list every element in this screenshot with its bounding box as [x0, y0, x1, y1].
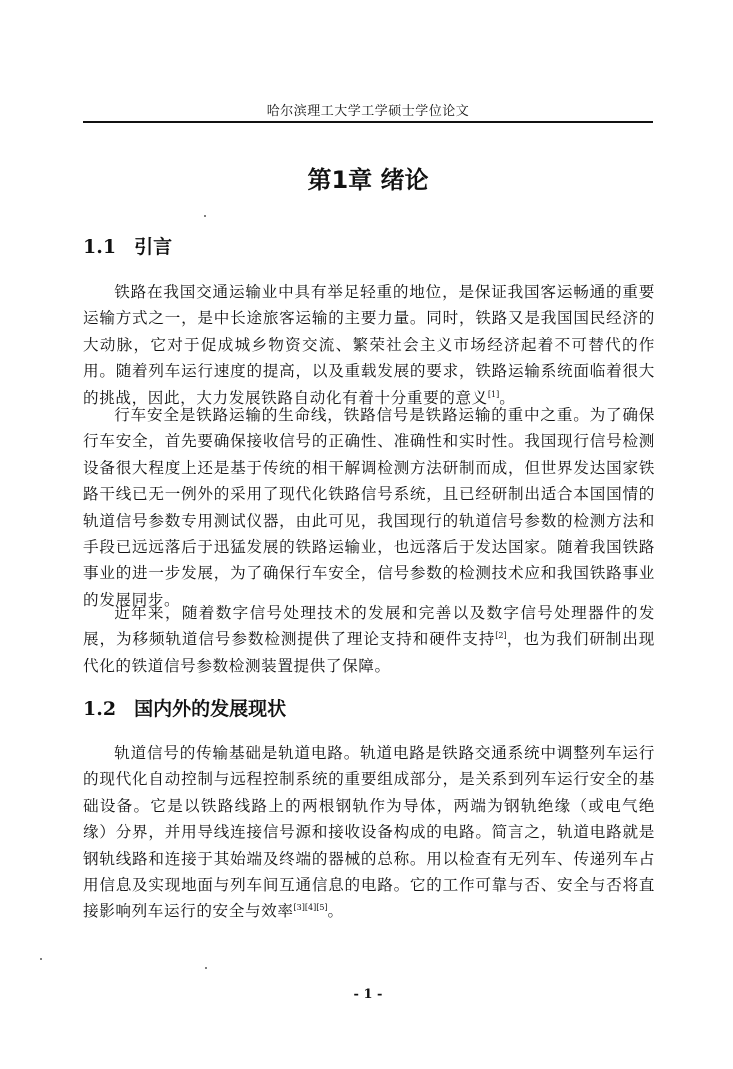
paragraph-intro-1 — [83, 279, 655, 411]
paragraph-tail: ，也为我们研制出现代化的铁道信号参数检测装置提供了保障。 — [83, 630, 655, 675]
section-number: 1.1 — [83, 236, 117, 258]
paragraph-tail: 。 — [327, 902, 344, 921]
paragraph-text: 轨道信号的传输基础是轨道电路。轨道电路是铁路交通系统中调整列车运行的现代化自动控制与远程控制系统的重要组成部分，是关系到列车运行安全的基础设备。它是以铁路线路上的两根钢轨作为导体，两端为钢轨绝缘（或电气绝缘）分界，并用导线连接信号源和接收设备构成的电路。简言之，轨道电路就是钢轨线路和连接于其始端及终端的器械的总称。用以检查有无列车、传递列车占用信息及实现地面与列车间互通信息的电路。它的工作可靠与否、安全与否将直接影响列车运行的安全与效率 — [83, 744, 655, 921]
paragraph-status-1 — [83, 740, 655, 925]
scan-speck — [205, 967, 207, 969]
paragraph-text: 近年来，随着数字信号处理技术的发展和完善以及数字信号处理器件的发展，为移频轨道信号参数检测提供了理论支持和硬件支持 — [83, 604, 655, 649]
header-rule — [83, 121, 653, 123]
page-number: - 1 - — [353, 987, 383, 1002]
citation-marker: [3][4][5] — [293, 903, 328, 913]
paragraph-tail: 。 — [499, 388, 516, 407]
section-heading-1-2 — [83, 694, 286, 721]
scan-speck — [204, 215, 206, 217]
citation-marker: [2] — [495, 631, 507, 641]
chapter-title: 第1章 绪论 — [307, 166, 429, 194]
paragraph-intro-2 — [83, 402, 655, 613]
scan-speck — [40, 958, 42, 960]
paragraph-intro-3 — [83, 600, 655, 679]
section-title: 国内外的发展现状 — [134, 698, 287, 720]
citation-marker: [1] — [487, 389, 500, 399]
section-number: 1.2 — [83, 698, 117, 720]
section-title: 引言 — [134, 236, 173, 258]
paragraph-text: 铁路在我国交通运输业中具有举足轻重的地位，是保证我国客运畅通的重要运输方式之一，是中长途旅客运输的主要力量。同时，铁路又是我国国民经济的大动脉，它对于促成城乡物资交流、繁荣社会主义市场经济起着不可替代的作用。随着列车运行速度的提高，以及重载发展的要求，铁路运输系统面临着很大的挑战，因此，大力发展铁路自动化有着十分重要的意义 — [83, 283, 655, 407]
running-header: 哈尔滨理工大学工学硕士学位论文 — [266, 104, 470, 119]
paragraph-text: 行车安全是铁路运输的生命线，铁路信号是铁路运输的重中之重。为了确保行车安全，首先要确保接收信号的正确性、准确性和实时性。我国现行信号检测设备很大程度上还是基于传统的相干解调检测方法研制而成，但世界发达国家铁路干线已无一例外的采用了现代化铁路信号系统，且已经研制出适合本国国情的轨道信号参数专用测试仪器，由此可见，我国现行的轨道信号参数的检测方法和手段已远远落后于迅猛发展的铁路运输业，也远落后于发达国家。随着我国铁路事业的进一步发展，为了确保行车安全，信号参数的检测技术应和我国铁路事业的发展同步。 — [83, 406, 655, 609]
section-heading-1-1 — [83, 232, 172, 259]
